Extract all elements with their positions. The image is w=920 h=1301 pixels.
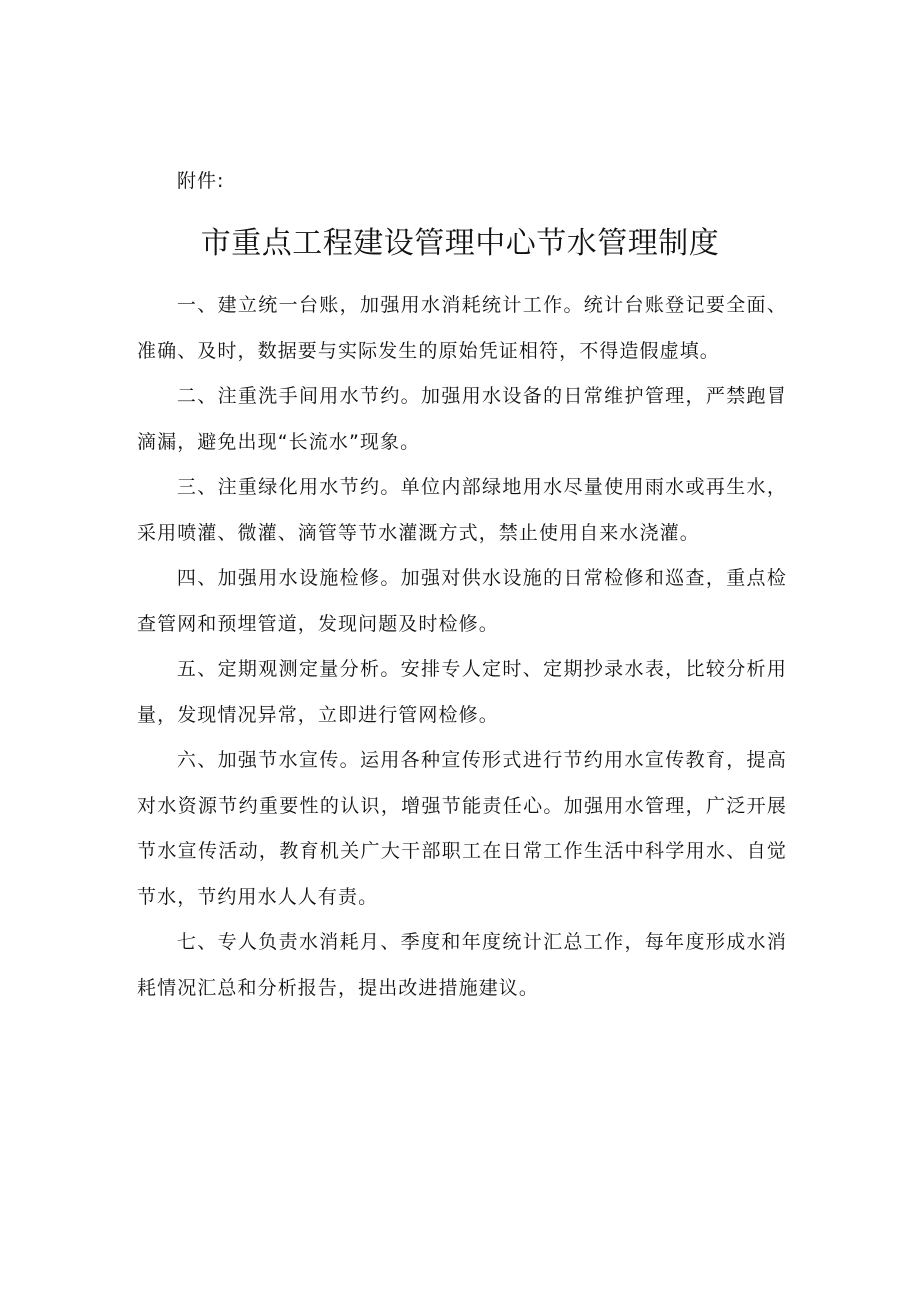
paragraph-1: 一、建立统一台账，加强用水消耗统计工作。统计台账登记要全面、准确、及时，数据要与实际发生的原始凭证相符，不得造假虚填。 bbox=[137, 294, 787, 362]
paragraph-3: 三、注重绿化用水节约。单位内部绿地用水尽量使用雨水或再生水，采用喷灌、微灌、滴管等节水灌溉方式，禁止使用自来水浇灌。 bbox=[137, 476, 787, 544]
document-body bbox=[137, 283, 787, 1011]
paragraph-2: 二、注重洗手间用水节约。加强用水设备的日常维护管理，严禁跑冒滴漏，避免出现“长流水”现象。 bbox=[137, 385, 787, 453]
paragraph-4: 四、加强用水设施检修。加强对供水设施的日常检修和巡查，重点检查管网和预埋管道，发现问题及时检修。 bbox=[137, 567, 787, 635]
paragraph-5: 五、定期观测定量分析。安排专人定时、定期抄录水表，比较分析用量，发现情况异常，立即进行管网检修。 bbox=[137, 658, 787, 726]
attachment-label: 附件: bbox=[177, 170, 225, 192]
paragraph-6: 六、加强节水宣传。运用各种宣传形式进行节约用水宣传教育，提高对水资源节约重要性的认识，增强节能责任心。加强用水管理，广泛开展节水宣传活动，教育机关广大干部职工在日常工作生活中科学用水、自觉节水，节约用水人人有责。 bbox=[137, 749, 787, 908]
paragraph-7: 七、专人负责水消耗月、季度和年度统计汇总工作，每年度形成水消耗情况汇总和分析报告，提出改进措施建议。 bbox=[137, 931, 787, 999]
document-title: 市重点工程建设管理中心节水管理制度 bbox=[200, 226, 720, 261]
